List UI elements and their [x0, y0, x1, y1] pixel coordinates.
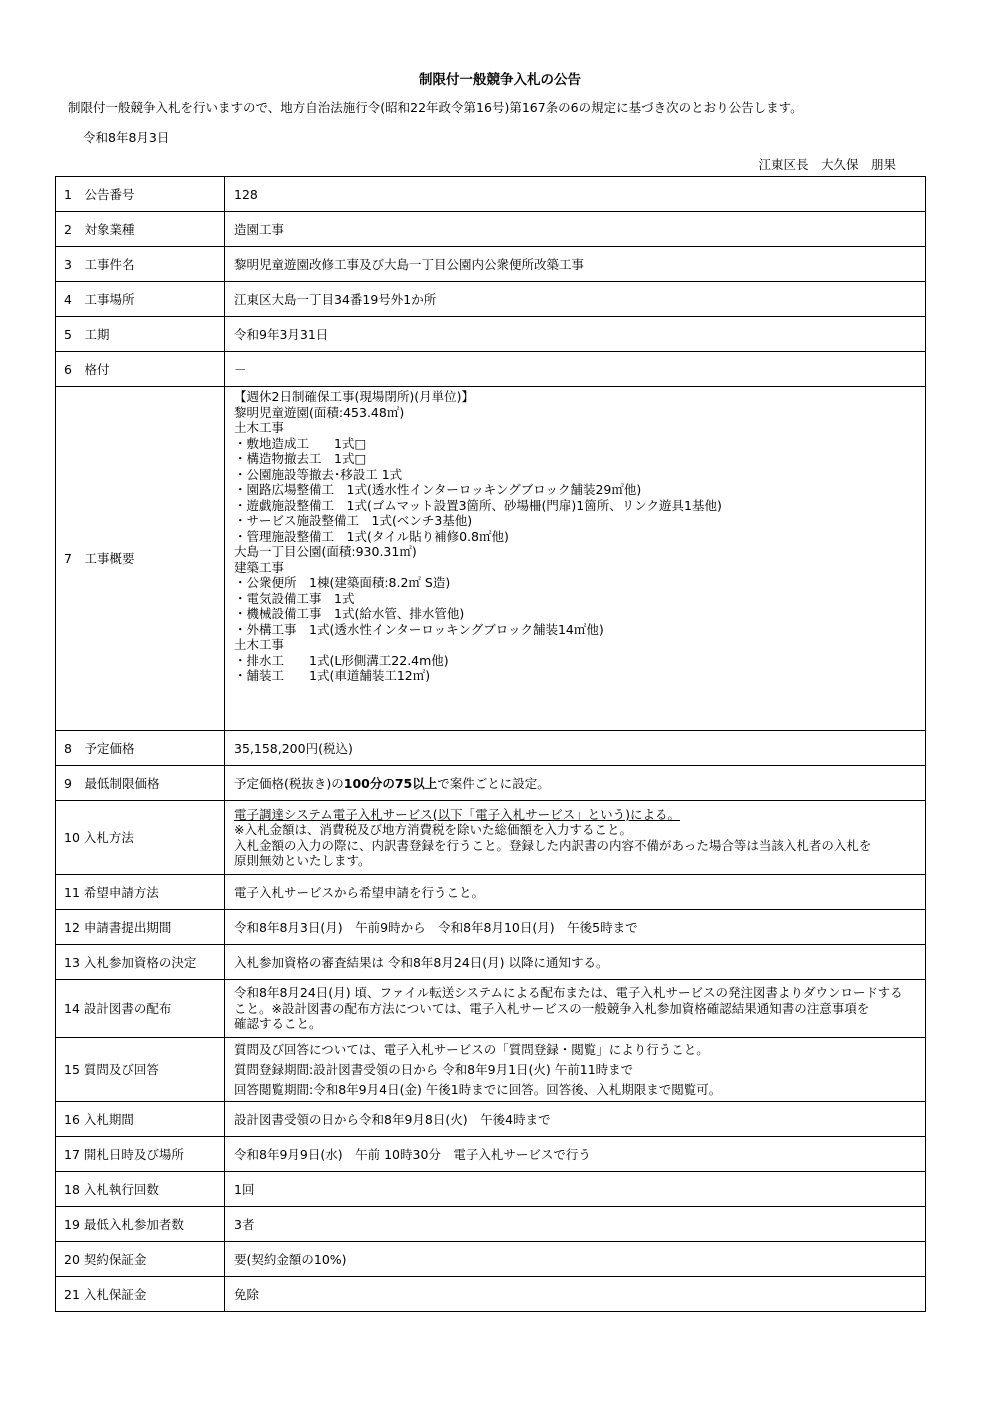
- row-value: 入札参加資格の審査結果は 令和8年8月24日(月) 以降に通知する。: [225, 945, 926, 980]
- summary-line: 土木工事: [234, 420, 285, 435]
- table-row: [56, 1137, 926, 1172]
- row-value: 35,158,200円(税込): [225, 731, 926, 766]
- qa-line: 質問登録期間:設計図書受領の日から 令和8年9月1日(火) 午前11時まで: [234, 1061, 634, 1077]
- distribution-line: 確認すること。: [234, 1016, 322, 1032]
- method-line: 原則無効といたします。: [234, 853, 371, 868]
- summary-line: ・外構工事 1式(透水性インターロッキングブロック舗装14㎡他): [234, 621, 604, 637]
- table-row: [56, 177, 926, 212]
- notice-title: 制限付一般競争入札の公告: [419, 72, 581, 88]
- row-label: 5 工期: [56, 317, 225, 352]
- row-value: [225, 766, 926, 801]
- row-value: 電子入札サービスから希望申請を行うこと。: [225, 875, 926, 910]
- summary-line: ・園路広場整備工 1式(透水性インターロッキングブロック舗装29㎡他): [234, 482, 642, 497]
- summary-line: ・構造物撤去工 1式□: [234, 451, 367, 466]
- row-label: 19 最低入札参加者数: [56, 1207, 225, 1242]
- table-row: [56, 1038, 926, 1102]
- table-row: [56, 1172, 926, 1207]
- table-row: [56, 282, 926, 317]
- row-label: 7 工事概要: [56, 387, 225, 731]
- row-label: 12 申請書提出期間: [56, 910, 225, 945]
- row-label: 9 最低制限価格: [56, 766, 225, 801]
- intro-text: 制限付一般競争入札を行いますので、地方自治法施行令(昭和22年政令第16号)第167条の6の規定に基づき次のとおり公告します。: [68, 100, 803, 115]
- summary-line: 土木工事: [234, 637, 285, 652]
- row-label: 4 工事場所: [56, 282, 225, 317]
- row-value: 江東区大島一丁目34番19号外1か所: [225, 282, 926, 317]
- row-label: 1 公告番号: [56, 177, 225, 212]
- row-label: 6 格付: [56, 352, 225, 387]
- table-row: [56, 1242, 926, 1277]
- distribution-line: こと。※設計図書の配布方法については、電子入札サービスの一般競争入札参加資格確認結果通知書の注意事項を: [234, 1000, 870, 1016]
- method-line: 電子調達システム電子入札サービス(以下「電子入札サービス」という)による。: [234, 806, 681, 822]
- row-label: 10 入札方法: [56, 801, 225, 875]
- row-value: 黎明児童遊園改修工事及び大島一丁目公園内公衆便所改築工事: [225, 247, 926, 282]
- table-row: [56, 387, 926, 731]
- summary-line: ・排水工 1式(L形側溝工22.4m他): [234, 652, 449, 668]
- row-value: 設計図書受領の日から令和8年9月8日(火) 午後4時まで: [225, 1102, 926, 1137]
- summary-line: 黎明児童遊園(面積:453.48㎡): [234, 404, 405, 420]
- row-value: 令和8年8月3日(月) 午前9時から 令和8年8月10日(月) 午後5時まで: [225, 910, 926, 945]
- summary-line: ・遊戯施設整備工 1式(ゴムマット設置3箇所、砂場柵(門扉)1箇所、リンク遊具1基他): [234, 497, 722, 513]
- row-label: 2 対象業種: [56, 212, 225, 247]
- summary-line: ・敷地造成工 1式□: [234, 435, 367, 451]
- summary-line: ・舗装工 1式(車道舗装工12㎡): [234, 668, 431, 683]
- row-label: 17 開札日時及び場所: [56, 1137, 225, 1172]
- distribution-line: 令和8年8月24日(月) 頃、ファイル転送システムによる配布または、電子入札サービスの発注図書よりダウンロードする: [234, 985, 903, 1001]
- table-row: [56, 317, 926, 352]
- questions-answers: [225, 1038, 926, 1102]
- table-row: [56, 980, 926, 1038]
- row-value-pre: 予定価格(税抜き)の: [234, 775, 344, 791]
- row-value: －: [225, 352, 926, 387]
- row-label: 18 入札執行回数: [56, 1172, 225, 1207]
- table-row: [56, 910, 926, 945]
- row-label: 15 質問及び回答: [56, 1038, 225, 1102]
- row-label: 20 契約保証金: [56, 1242, 225, 1277]
- row-value: 3者: [225, 1207, 926, 1242]
- row-value: 1回: [225, 1172, 926, 1207]
- row-label: 14 設計図書の配布: [56, 980, 225, 1038]
- qa-line: 回答閲覧期間:令和8年9月4日(金) 午後1時までに回答。回答後、入札期限まで閲覧可。: [234, 1081, 722, 1097]
- notice-table: [55, 176, 926, 1312]
- row-value-bold: 100分の75以上: [343, 775, 438, 791]
- row-value: 免除: [225, 1277, 926, 1312]
- row-value: 令和9年3月31日: [225, 317, 926, 352]
- construction-summary: [225, 387, 926, 731]
- row-label: 21 入札保証金: [56, 1277, 225, 1312]
- summary-line: ・管理施設整備工 1式(タイル貼り補修0.8㎡他): [234, 528, 509, 544]
- table-row: [56, 801, 926, 875]
- qa-line: 質問及び回答については、電子入札サービスの「質問登録・閲覧」により行うこと。: [234, 1041, 709, 1057]
- table-row: [56, 352, 926, 387]
- drawing-distribution: [225, 980, 926, 1038]
- table-row: [56, 731, 926, 766]
- table-row: [56, 766, 926, 801]
- issuer: 江東区長 大久保 朋果: [758, 157, 896, 172]
- notice-date: 令和8年8月3日: [83, 130, 170, 145]
- summary-line: ・公衆便所 1棟(建築面積:8.2㎡ S造): [234, 575, 451, 590]
- row-label: 11 希望申請方法: [56, 875, 225, 910]
- method-line: ※入札金額は、消費税及び地方消費税を除いた総価額を入力すること。: [234, 822, 632, 837]
- row-value: 令和8年9月9日(水) 午前 10時30分 電子入札サービスで行う: [225, 1137, 926, 1172]
- method-line: 入札金額の入力の際に、内訳書登録を行うこと。登録した内訳書の内容不備があった場合等は当該入札者の入札を: [234, 837, 872, 853]
- table-row: [56, 875, 926, 910]
- row-label: 3 工事件名: [56, 247, 225, 282]
- summary-line: ・電気設備工事 1式: [234, 590, 355, 606]
- table-row: [56, 945, 926, 980]
- table-row: [56, 247, 926, 282]
- summary-line: 【週休2日制確保工事(現場閉所)(月単位)】: [234, 389, 474, 404]
- row-value-post: で案件ごとに設定。: [437, 775, 550, 791]
- row-label: 13 入札参加資格の決定: [56, 945, 225, 980]
- table-row: [56, 212, 926, 247]
- summary-line: ・公園施設等撤去･移設工 1式: [234, 466, 403, 482]
- summary-line: ・機械設備工事 1式(給水管、排水管他): [234, 606, 465, 621]
- summary-line: 建築工事: [234, 559, 285, 575]
- table-row: [56, 1277, 926, 1312]
- table-row: [56, 1102, 926, 1137]
- row-value: 造園工事: [225, 212, 926, 247]
- row-label: 8 予定価格: [56, 731, 225, 766]
- row-value: 128: [225, 177, 926, 212]
- table-row: [56, 1207, 926, 1242]
- row-label: 16 入札期間: [56, 1102, 225, 1137]
- summary-line: ・サービス施設整備工 1式(ベンチ3基他): [234, 513, 473, 528]
- row-value: 要(契約金額の10%): [225, 1242, 926, 1277]
- bid-method: [225, 801, 926, 875]
- summary-line: 大島一丁目公園(面積:930.31㎡): [234, 544, 417, 559]
